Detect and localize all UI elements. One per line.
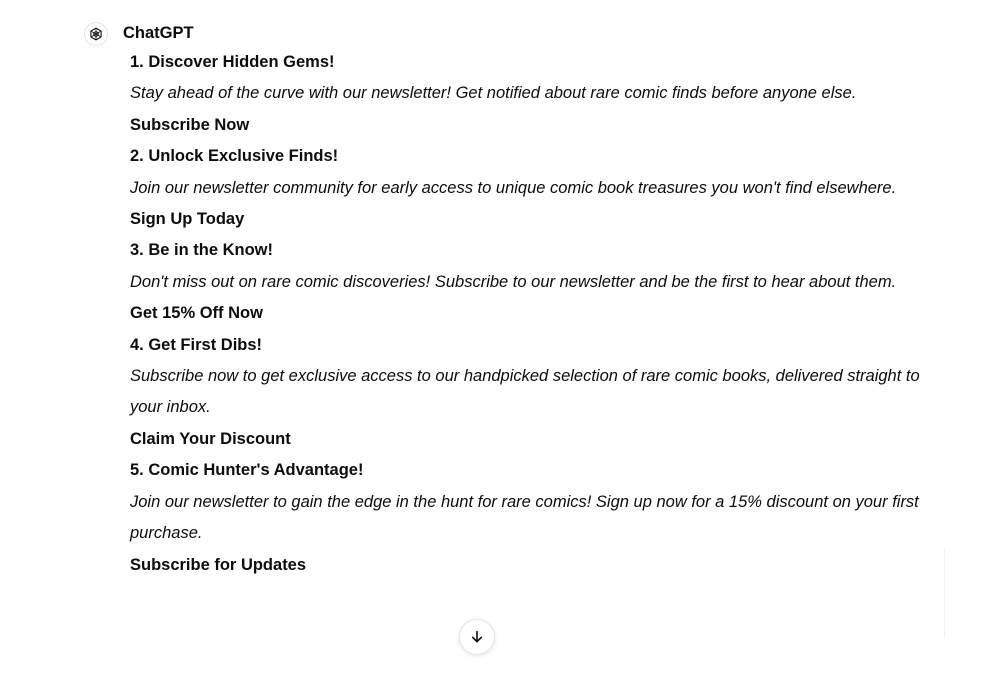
item-heading: 1. Discover Hidden Gems! (130, 53, 335, 71)
item-cta: Subscribe for Updates (130, 555, 307, 574)
message-content (130, 47, 930, 581)
item-heading: 4. Get First Dibs! (130, 335, 263, 354)
item-description: Don't miss out on rare comic discoveries! Subscribe to our newsletter and be the first to hear about them. (130, 272, 897, 291)
item-cta: Get 15% Off Now (130, 304, 263, 323)
item-description: Subscribe now to get exclusive access to our handpicked selection of rare comic books, delivered straight to your inbox. (130, 367, 920, 417)
scroll-to-bottom-button[interactable] (459, 619, 495, 655)
item-heading: 5. Comic Hunter's Advantage! (130, 461, 364, 480)
item-cta: Subscribe Now (130, 115, 250, 134)
item-description: Join our newsletter community for early access to unique comic book treasures you won't find elsewhere. (130, 178, 897, 197)
openai-logo-icon (84, 22, 108, 46)
item-heading: 3. Be in the Know! (130, 241, 274, 260)
arrow-down-icon (469, 629, 485, 645)
item-cta: Claim Your Discount (130, 429, 291, 448)
item-cta: Sign Up Today (130, 210, 245, 229)
message-author: ChatGPT (123, 24, 194, 42)
scroll-area-edge (944, 548, 945, 638)
item-description: Stay ahead of the curve with our newsletter! Get notified about rare comic finds before anyone else. (130, 84, 857, 103)
item-description: Join our newsletter to gain the edge in the hunt for rare comics! Sign up now for a 15% discount on your first purchase. (130, 492, 919, 543)
item-heading: 2. Unlock Exclusive Finds! (130, 147, 339, 166)
